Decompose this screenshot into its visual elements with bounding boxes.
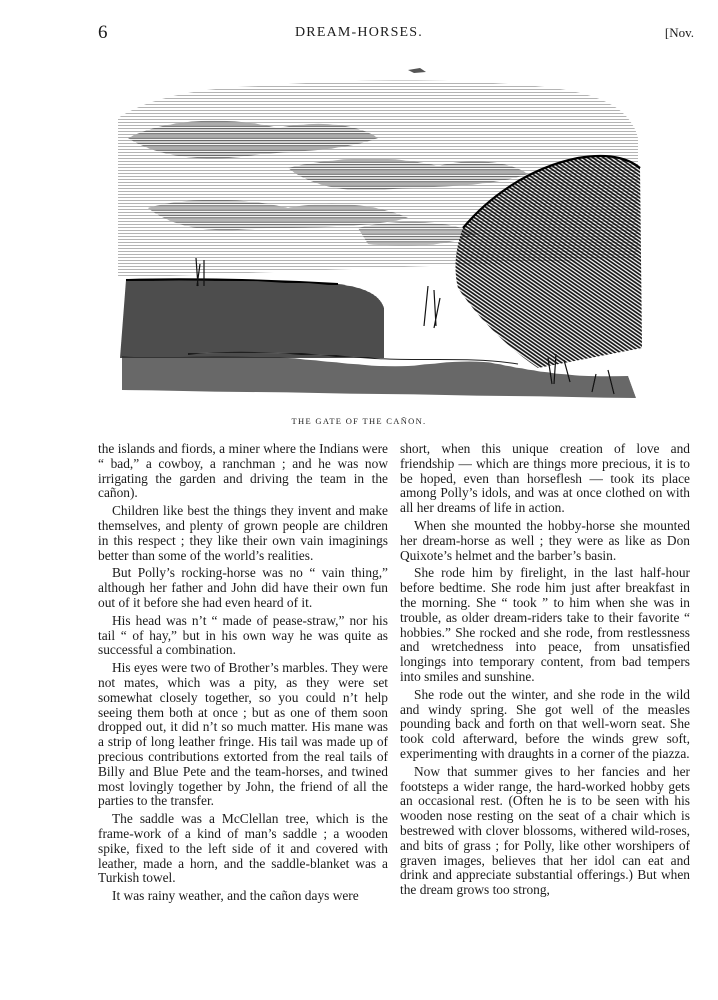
paragraph: She rode out the winter, and she rode in the wild and windy spring. She got well of the measles pounding back and forth on that well-worn seat. She took cold afterward, before the winds grew soft, experimenting with draughts in a corner of the piazza. xyxy=(400,686,690,761)
issue-month: [Nov. xyxy=(664,25,694,40)
paragraph: Children like best the things they invent and make themselves, and plenty of grown people are children in this respect ; they like their own vain imaginings better than some of the world’s realities. xyxy=(98,503,388,563)
paragraph: short, when this unique creation of love and friendship — which are things more precious, it is to be hoped, even than horseflesh — took its place among Polly’s idols, and was at once clothed on with all her dreams of life in action. xyxy=(400,441,690,516)
paragraph: Now that summer gives to her fancies and her footsteps a wider range, the hard-worked hobby gets an occasional rest. (Often he is to be seen with his wooden nose resting on the seat of a chair which is bestrewed with clover blossoms, withered wild-roses, and bits of grass ; for Polly, like other worshipers of graven images, believes that her idol can eat and drink and appreciate substantial offerings.) But when the dream grows too strong, xyxy=(400,763,690,898)
paragraph: But Polly’s rocking-horse was no “ vain thing,” although her father and John did have their own fun out of it before she had even heard of it. xyxy=(98,565,388,610)
paragraph: She rode him by firelight, in the last half-hour before bedtime. She rode him just after breakfast in the morning. She “ took ” to him when she was in trouble, as older dream-riders take to their favorite “ hobbies.” She rocked and she rode, from restlessness and wretchedness into peace, from unsatisfied longings into temporary content, from bad tempers into smiles and sunshine. xyxy=(400,565,690,684)
running-title: DREAM-HORSES. xyxy=(294,25,423,40)
page-number: 6 xyxy=(98,22,108,43)
right-column xyxy=(400,442,690,901)
paragraph: the islands and fiords, a miner where the Indians were “ bad,” a cowboy, a ranchman ; and he was now irrigating the garden and driving the team in the cañon). xyxy=(98,441,388,501)
paragraph: His eyes were two of Brother’s marbles. They were not mates, which was a pity, as they were set somewhat closely together, so you could n’t help seeing them both at once ; but as one of them soon dropped out, it did n’t so much matter. His mane was a strip of long leather fringe. His tail was made up of precious contributions extorted from the real tails of Billy and Blue Pete and the team-horses, and twined most lovingly together by John, the friend of all the parties to the transfer. xyxy=(98,660,388,809)
canyon-gate-engraving xyxy=(108,58,644,408)
figure-caption: THE GATE OF THE CAÑON. xyxy=(291,416,427,426)
paragraph: When she mounted the hobby-horse she mounted her dream-horse as well ; they were as like as Don Quixote’s helmet and the barber’s basin. xyxy=(400,517,690,563)
paragraph: It was rainy weather, and the cañon days were xyxy=(112,888,359,904)
paragraph: The saddle was a McClellan tree, which is the frame-work of a kind of man’s saddle ; a wooden spike, fixed to the left side of it and covered with leather, made a horn, and the saddle-blanket was a Turkish towel. xyxy=(98,811,388,886)
paragraph: His head was n’t “ made of pease-straw,” nor his tail “ of hay,” but in his own way he was quite as successful a combination. xyxy=(98,612,388,658)
page-header xyxy=(0,22,718,46)
left-column xyxy=(98,442,388,907)
